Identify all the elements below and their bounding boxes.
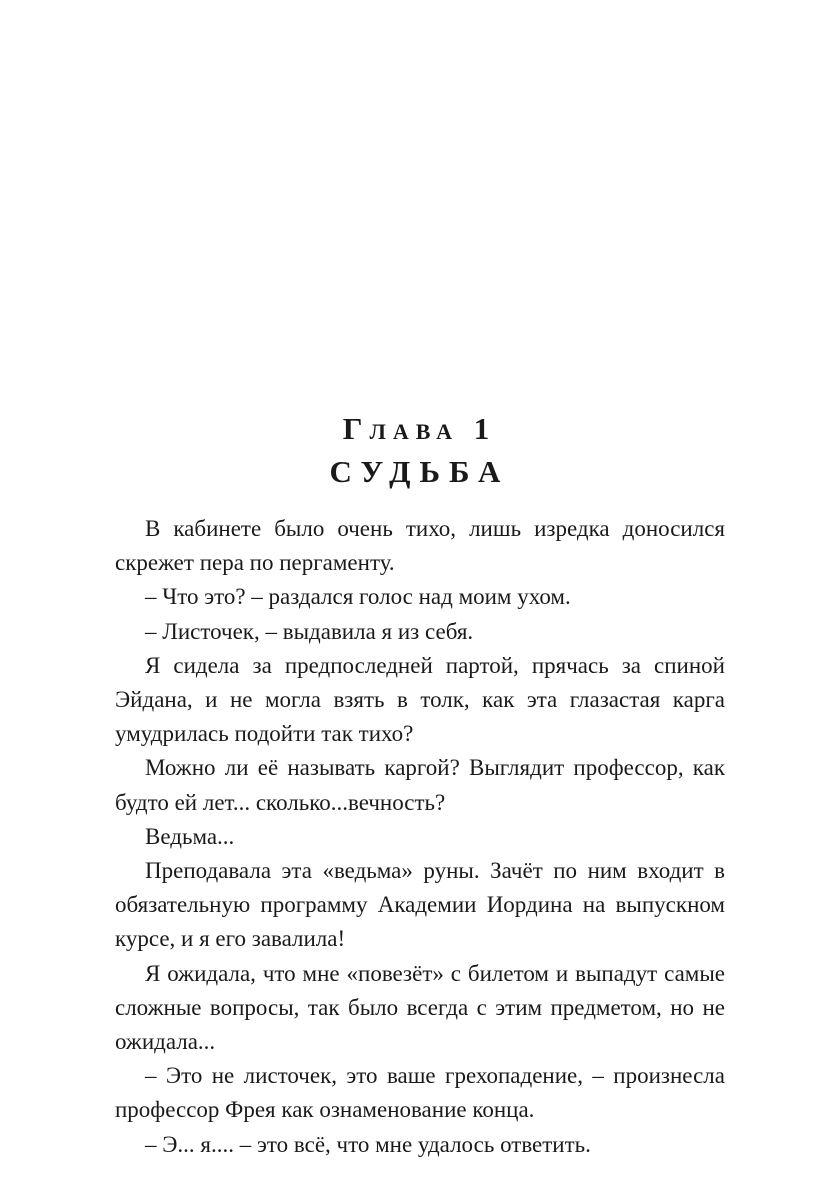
paragraph: – Это не листочек, это ваше грехопадение, – произнесла профессор Фрея как ознаменование конца.: [115, 1063, 725, 1123]
chapter-number: Глава 1: [342, 411, 497, 446]
chapter-title: СУДЬБА: [329, 454, 510, 489]
paragraph: – Э... я.... – это всё, что мне удалось ответить.: [145, 1131, 591, 1157]
paragraph: Я ожидала, что мне «повезёт» с билетом и выпадут самые сложные вопросы, так было всегда с этим предметом, но не ожидала...: [115, 960, 725, 1055]
paragraph: – Что это? – раздался голос над моим ухом.: [145, 584, 571, 610]
paragraph: Преподавала эта «ведьма» руны. Зачёт по ним входит в обязательную программу Академии Иордина на выпускном курсе, и я его завалила!: [115, 858, 725, 952]
paragraph: Я сидела за предпоследней партой, прячась за спиной Эйдана, и не могла взять в толк, как эта глазастая карга умудрилась подойти так тихо?: [115, 652, 725, 747]
chapter-body: [115, 512, 725, 1162]
paragraph: Ведьма...: [145, 823, 235, 849]
paragraph: Можно ли её называть каргой? Выглядит профессор, как будто ей лет... сколько...вечность?: [115, 755, 725, 815]
paragraph: В кабинете было очень тихо, лишь изредка доносился скрежет пера по пергаменту.: [115, 516, 725, 576]
chapter-heading: [0, 410, 839, 492]
paragraph: – Листочек, – выдавила я из себя.: [145, 618, 474, 644]
